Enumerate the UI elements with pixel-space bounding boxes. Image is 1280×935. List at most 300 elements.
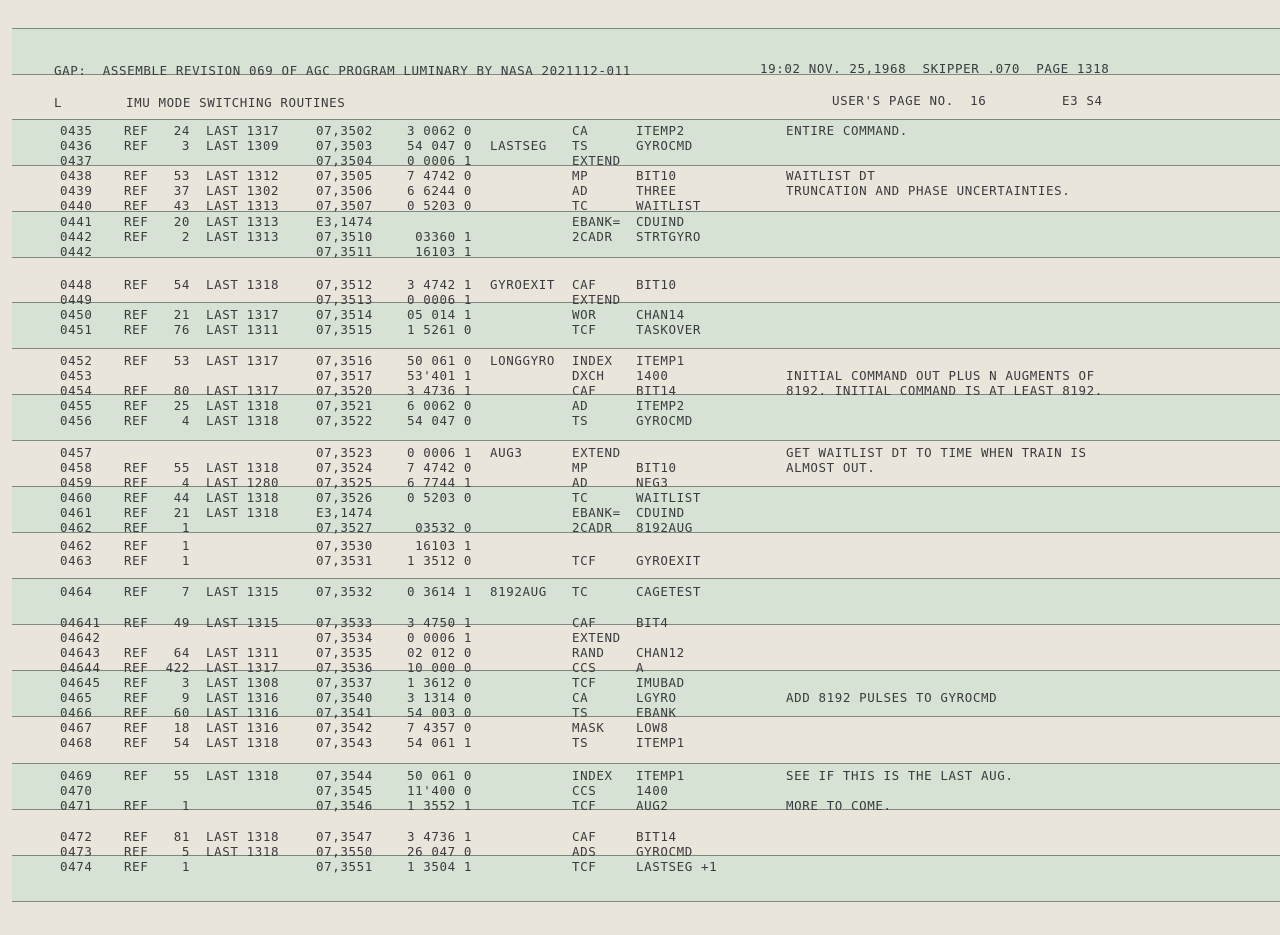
operand: WAITLIST (636, 198, 702, 213)
ref-tag: REF (124, 675, 149, 690)
paper-rule (12, 578, 1280, 579)
address: 07,3504 (316, 153, 373, 168)
address: 07,3507 (316, 198, 373, 213)
listing-row (0, 244, 1280, 259)
octal-code: 0 3614 1 (406, 584, 472, 599)
listing-row (0, 690, 1280, 705)
comment: WAITLIST DT (786, 168, 876, 183)
listing-row (0, 153, 1280, 168)
line-number: 0437 (60, 153, 93, 168)
address: 07,3531 (316, 553, 373, 568)
address: 07,3545 (316, 783, 373, 798)
operand: LASTSEG +1 (636, 859, 718, 874)
listing-row (0, 353, 1280, 368)
octal-code: 7 4742 0 (406, 460, 472, 475)
listing-row (0, 844, 1280, 859)
ref-count: 1 (181, 538, 190, 553)
octal-code: 1 5261 0 (406, 322, 472, 337)
comment: INITIAL COMMAND OUT PLUS N AUGMENTS OF (786, 368, 1095, 383)
operand: AUG2 (636, 798, 669, 813)
address: 07,3541 (316, 705, 373, 720)
opcode: TCF (572, 859, 597, 874)
line-number: 04642 (60, 630, 101, 645)
octal-code: 54 047 0 (406, 138, 472, 153)
opcode: CCS (572, 783, 597, 798)
ref-count: 18 (173, 720, 190, 735)
operand: 1400 (636, 783, 669, 798)
last-ref: LAST 1308 (206, 675, 280, 690)
line-number: 04641 (60, 615, 101, 630)
ref-count: 54 (173, 277, 190, 292)
address: 07,3534 (316, 630, 373, 645)
ref-count: 54 (173, 735, 190, 750)
line-number: 0441 (60, 214, 93, 229)
ref-tag: REF (124, 460, 149, 475)
comment: SEE IF THIS IS THE LAST AUG. (786, 768, 1014, 783)
address: 07,3544 (316, 768, 373, 783)
ref-count: 4 (181, 475, 190, 490)
operand: ITEMP2 (636, 398, 685, 413)
ref-tag: REF (124, 553, 149, 568)
listing-row (0, 584, 1280, 599)
operand: GYROCMD (636, 413, 693, 428)
line-number: 0435 (60, 123, 93, 138)
opcode: EXTEND (572, 445, 621, 460)
address: 07,3502 (316, 123, 373, 138)
opcode: INDEX (572, 768, 613, 783)
octal-code: 10 000 0 (406, 660, 472, 675)
address: 07,3532 (316, 584, 373, 599)
bank-code: E3 S4 (1062, 93, 1103, 108)
ref-count: 4 (181, 413, 190, 428)
line-number: 0468 (60, 735, 93, 750)
line-number: 04644 (60, 660, 101, 675)
opcode: DXCH (572, 368, 605, 383)
listing-row (0, 292, 1280, 307)
address: 07,3550 (316, 844, 373, 859)
last-ref: LAST 1312 (206, 168, 280, 183)
address: 07,3542 (316, 720, 373, 735)
last-ref: LAST 1318 (206, 505, 280, 520)
listing-row (0, 615, 1280, 630)
operand: CHAN12 (636, 645, 685, 660)
listing-row (0, 490, 1280, 505)
operand: A (636, 660, 645, 675)
address: 07,3525 (316, 475, 373, 490)
ref-tag: REF (124, 505, 149, 520)
opcode: TC (572, 490, 589, 505)
last-ref: LAST 1309 (206, 138, 280, 153)
ref-tag: REF (124, 490, 149, 505)
line-number: 04643 (60, 645, 101, 660)
opcode: CAF (572, 277, 597, 292)
ref-tag: REF (124, 660, 149, 675)
line-number: 0460 (60, 490, 93, 505)
ref-count: 55 (173, 460, 190, 475)
octal-code: 02 012 0 (406, 645, 472, 660)
line-number: 0439 (60, 183, 93, 198)
line-number: 0473 (60, 844, 93, 859)
octal-code: 3 4750 1 (406, 615, 472, 630)
line-number: 0453 (60, 368, 93, 383)
line-number: 0466 (60, 705, 93, 720)
octal-code: 11'400 0 (406, 783, 472, 798)
address: 07,3520 (316, 383, 373, 398)
opcode: INDEX (572, 353, 613, 368)
ref-count: 1 (181, 520, 190, 535)
line-number: 0442 (60, 244, 93, 259)
ref-count: 37 (173, 183, 190, 198)
address: 07,3547 (316, 829, 373, 844)
opcode: CAF (572, 383, 597, 398)
address: 07,3513 (316, 292, 373, 307)
ref-count: 21 (173, 307, 190, 322)
address: 07,3546 (316, 798, 373, 813)
ref-tag: REF (124, 829, 149, 844)
ref-count: 53 (173, 168, 190, 183)
listing-row (0, 735, 1280, 750)
octal-code: 03532 0 (415, 520, 472, 535)
last-ref: LAST 1316 (206, 720, 280, 735)
section-title: IMU MODE SWITCHING ROUTINES (126, 95, 346, 110)
operand: ITEMP1 (636, 735, 685, 750)
ref-tag: REF (124, 123, 149, 138)
opcode: CCS (572, 660, 597, 675)
opcode: RAND (572, 645, 605, 660)
opcode: EBANK= (572, 505, 621, 520)
octal-code: 3 0062 0 (406, 123, 472, 138)
listing-row (0, 445, 1280, 460)
last-ref: LAST 1311 (206, 322, 280, 337)
operand: THREE (636, 183, 677, 198)
line-number: 04645 (60, 675, 101, 690)
listing-row (0, 720, 1280, 735)
last-ref: LAST 1315 (206, 615, 280, 630)
opcode: TCF (572, 322, 597, 337)
address: 07,3535 (316, 645, 373, 660)
ref-count: 43 (173, 198, 190, 213)
opcode: CA (572, 123, 589, 138)
operand: BIT10 (636, 277, 677, 292)
operand: ITEMP1 (636, 768, 685, 783)
line-number: 0463 (60, 553, 93, 568)
last-ref: LAST 1315 (206, 584, 280, 599)
ref-count: 55 (173, 768, 190, 783)
address: 07,3505 (316, 168, 373, 183)
user-page-number: USER'S PAGE NO. 16 (832, 93, 987, 108)
ref-count: 60 (173, 705, 190, 720)
last-ref: LAST 1318 (206, 735, 280, 750)
ref-tag: REF (124, 198, 149, 213)
line-number: 0459 (60, 475, 93, 490)
ref-tag: REF (124, 690, 149, 705)
paper-rule (12, 901, 1280, 902)
line-number: 0451 (60, 322, 93, 337)
ref-tag: REF (124, 383, 149, 398)
line-number: 0436 (60, 138, 93, 153)
line-number: 0462 (60, 520, 93, 535)
line-number: 0449 (60, 292, 93, 307)
opcode: AD (572, 475, 589, 490)
last-ref: LAST 1316 (206, 690, 280, 705)
operand: 1400 (636, 368, 669, 383)
ref-tag: REF (124, 214, 149, 229)
opcode: EXTEND (572, 630, 621, 645)
address: 07,3527 (316, 520, 373, 535)
last-ref: LAST 1318 (206, 768, 280, 783)
ref-tag: REF (124, 307, 149, 322)
opcode: TCF (572, 798, 597, 813)
address: 07,3515 (316, 322, 373, 337)
line-number: 0442 (60, 229, 93, 244)
listing-row (0, 277, 1280, 292)
listing-row (0, 138, 1280, 153)
ref-tag: REF (124, 520, 149, 535)
last-ref: LAST 1313 (206, 229, 280, 244)
address: 07,3540 (316, 690, 373, 705)
listing-row (0, 123, 1280, 138)
ref-count: 9 (181, 690, 190, 705)
ref-tag: REF (124, 538, 149, 553)
address: 07,3536 (316, 660, 373, 675)
octal-code: 16103 1 (415, 538, 472, 553)
ref-count: 25 (173, 398, 190, 413)
operand: NEG3 (636, 475, 669, 490)
ref-tag: REF (124, 475, 149, 490)
address: 07,3511 (316, 244, 373, 259)
listing-row (0, 183, 1280, 198)
address: 07,3514 (316, 307, 373, 322)
ref-count: 44 (173, 490, 190, 505)
line-number: 0440 (60, 198, 93, 213)
address: 07,3523 (316, 445, 373, 460)
listing-row (0, 768, 1280, 783)
opcode: ADS (572, 844, 597, 859)
operand: BIT10 (636, 168, 677, 183)
line-number: 0454 (60, 383, 93, 398)
operand: LGYRO (636, 690, 677, 705)
last-ref: LAST 1313 (206, 214, 280, 229)
listing-row (0, 859, 1280, 874)
line-number: 0457 (60, 445, 93, 460)
opcode: CA (572, 690, 589, 705)
listing-row (0, 783, 1280, 798)
ref-tag: REF (124, 353, 149, 368)
comment: 8192. INITIAL COMMAND IS AT LEAST 8192. (786, 383, 1103, 398)
address: E3,1474 (316, 214, 373, 229)
opcode: AD (572, 398, 589, 413)
operand: GYROCMD (636, 844, 693, 859)
operand: ITEMP2 (636, 123, 685, 138)
line-number: 0450 (60, 307, 93, 322)
line-number: 0458 (60, 460, 93, 475)
listing-row (0, 307, 1280, 322)
ref-count: 49 (173, 615, 190, 630)
line-number: 0456 (60, 413, 93, 428)
octal-code: 1 3552 1 (406, 798, 472, 813)
ref-tag: REF (124, 277, 149, 292)
listing-row (0, 475, 1280, 490)
listing-row (0, 798, 1280, 813)
address: 07,3526 (316, 490, 373, 505)
line-number: 0452 (60, 353, 93, 368)
listing-row (0, 214, 1280, 229)
ref-tag: REF (124, 615, 149, 630)
last-ref: LAST 1316 (206, 705, 280, 720)
label: 8192AUG (490, 584, 547, 599)
listing-timestamp: 19:02 NOV. 25,1968 SKIPPER .070 PAGE 1318 (760, 61, 1110, 76)
ref-tag: REF (124, 645, 149, 660)
ref-count: 21 (173, 505, 190, 520)
operand: CDUIND (636, 214, 685, 229)
listing-row (0, 383, 1280, 398)
last-ref: LAST 1317 (206, 307, 280, 322)
opcode: TCF (572, 553, 597, 568)
operand: GYROEXIT (636, 553, 702, 568)
listing-row (0, 520, 1280, 535)
last-ref: LAST 1318 (206, 460, 280, 475)
opcode: EBANK= (572, 214, 621, 229)
ref-tag: REF (124, 398, 149, 413)
listing-row (0, 168, 1280, 183)
line-number: 0467 (60, 720, 93, 735)
operand: BIT14 (636, 829, 677, 844)
opcode: TS (572, 735, 589, 750)
paper-rule (12, 440, 1280, 441)
listing-row (0, 413, 1280, 428)
octal-code: 3 4742 1 (406, 277, 472, 292)
last-ref: LAST 1302 (206, 183, 280, 198)
ref-count: 7 (181, 584, 190, 599)
ref-count: 81 (173, 829, 190, 844)
address: 07,3516 (316, 353, 373, 368)
octal-code: 0 0006 1 (406, 153, 472, 168)
ref-count: 1 (181, 553, 190, 568)
opcode: WOR (572, 307, 597, 322)
operand: 8192AUG (636, 520, 693, 535)
ref-tag: REF (124, 735, 149, 750)
ref-count: 24 (173, 123, 190, 138)
listing-row (0, 368, 1280, 383)
opcode: 2CADR (572, 229, 613, 244)
octal-code: 0 5203 0 (406, 198, 472, 213)
ref-tag: REF (124, 168, 149, 183)
ref-tag: REF (124, 229, 149, 244)
octal-code: 0 0006 1 (406, 445, 472, 460)
line-number: 0448 (60, 277, 93, 292)
last-ref: LAST 1311 (206, 645, 280, 660)
listing-row (0, 660, 1280, 675)
ref-count: 64 (173, 645, 190, 660)
address: 07,3506 (316, 183, 373, 198)
listing-marker: L (54, 95, 63, 110)
ref-tag: REF (124, 138, 149, 153)
ref-count: 20 (173, 214, 190, 229)
octal-code: 1 3612 0 (406, 675, 472, 690)
octal-code: 1 3512 0 (406, 553, 472, 568)
address: 07,3522 (316, 413, 373, 428)
operand: IMUBAD (636, 675, 685, 690)
opcode: TCF (572, 675, 597, 690)
line-number: 0438 (60, 168, 93, 183)
octal-code: 03360 1 (415, 229, 472, 244)
last-ref: LAST 1280 (206, 475, 280, 490)
opcode: TS (572, 138, 589, 153)
address: E3,1474 (316, 505, 373, 520)
listing-row (0, 538, 1280, 553)
opcode: TS (572, 413, 589, 428)
operand: LOW8 (636, 720, 669, 735)
octal-code: 3 1314 0 (406, 690, 472, 705)
octal-code: 54 047 0 (406, 413, 472, 428)
paper-rule (12, 28, 1280, 29)
ref-count: 3 (181, 138, 190, 153)
last-ref: LAST 1318 (206, 398, 280, 413)
listing-row (0, 229, 1280, 244)
last-ref: LAST 1318 (206, 413, 280, 428)
octal-code: 7 4357 0 (406, 720, 472, 735)
operand: ITEMP1 (636, 353, 685, 368)
listing-row (0, 645, 1280, 660)
octal-code: 0 0006 1 (406, 630, 472, 645)
label: LASTSEG (490, 138, 547, 153)
ref-count: 1 (181, 859, 190, 874)
ref-count: 80 (173, 383, 190, 398)
opcode: EXTEND (572, 292, 621, 307)
opcode: EXTEND (572, 153, 621, 168)
operand: CAGETEST (636, 584, 702, 599)
opcode: MP (572, 168, 589, 183)
listing-row (0, 322, 1280, 337)
address: 07,3510 (316, 229, 373, 244)
listing-row (0, 705, 1280, 720)
comment: ADD 8192 PULSES TO GYROCMD (786, 690, 998, 705)
comment: MORE TO COME. (786, 798, 892, 813)
octal-code: 16103 1 (415, 244, 472, 259)
ref-count: 3 (181, 675, 190, 690)
listing-row (0, 198, 1280, 213)
opcode: 2CADR (572, 520, 613, 535)
address: 07,3512 (316, 277, 373, 292)
last-ref: LAST 1318 (206, 277, 280, 292)
label: AUG3 (490, 445, 523, 460)
comment: TRUNCATION AND PHASE UNCERTAINTIES. (786, 183, 1071, 198)
ref-count: 53 (173, 353, 190, 368)
line-number: 0472 (60, 829, 93, 844)
last-ref: LAST 1313 (206, 198, 280, 213)
address: 07,3543 (316, 735, 373, 750)
operand: STRTGYRO (636, 229, 702, 244)
last-ref: LAST 1318 (206, 490, 280, 505)
octal-code: 05 014 1 (406, 307, 472, 322)
ref-count: 2 (181, 229, 190, 244)
opcode: CAF (572, 829, 597, 844)
ref-count: 422 (165, 660, 190, 675)
listing-row (0, 675, 1280, 690)
address: 07,3503 (316, 138, 373, 153)
comment: ALMOST OUT. (786, 460, 876, 475)
paper-rule (12, 763, 1280, 764)
line-number: 0462 (60, 538, 93, 553)
operand: WAITLIST (636, 490, 702, 505)
last-ref: LAST 1317 (206, 123, 280, 138)
opcode: AD (572, 183, 589, 198)
listing-row (0, 398, 1280, 413)
operand: CDUIND (636, 505, 685, 520)
octal-code: 54 003 0 (406, 705, 472, 720)
ref-tag: REF (124, 183, 149, 198)
line-number: 0470 (60, 783, 93, 798)
